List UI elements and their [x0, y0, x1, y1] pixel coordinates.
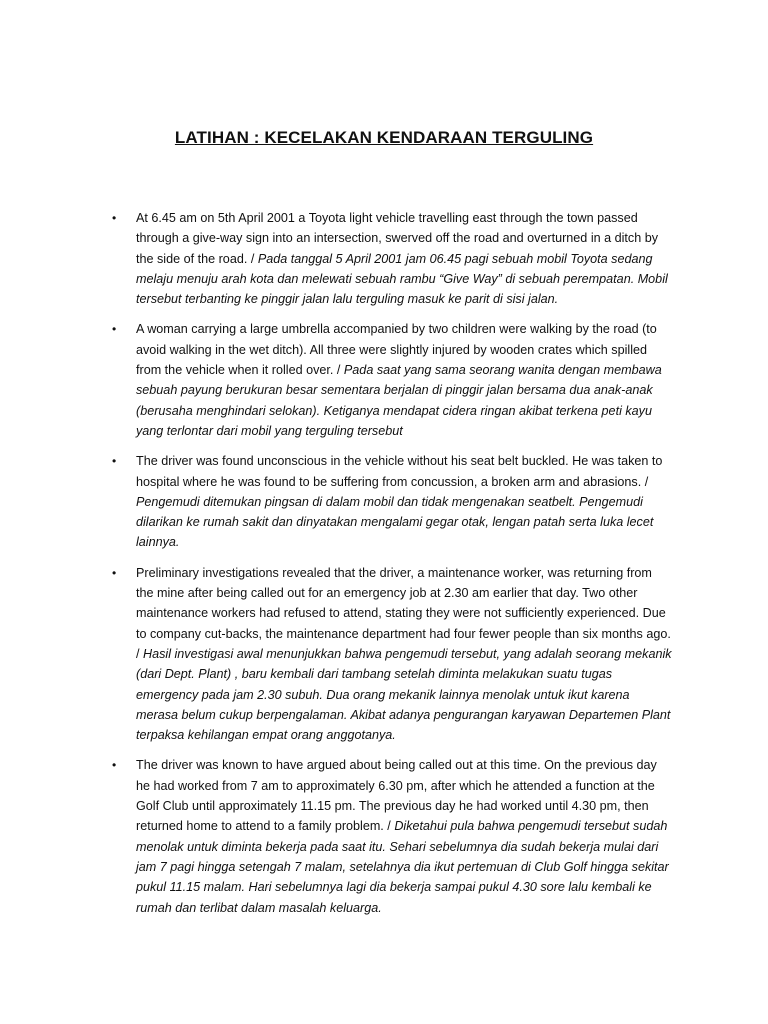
english-text: The driver was known to have argued about being called out at this time. On the previous day he had worked from 7 am to approximately 6.30 pm, after which he attended a function at the Golf Club until approximately 11.15 pm. The previous day he had worked until 4.30 pm, then returned home to attend to a family problem. / [136, 758, 657, 834]
bullet-icon: • [112, 322, 117, 337]
indonesian-text: Diketahui pula bahwa pengemudi tersebut sudah menolak untuk diminta bekerja pada saat itu. Sehari sebelumnya dia sudah bekerja mulai dari jam 7 pagi hingga setengah 7 malam, setelahnya dia ikut pertemuan di Club Golf hingga sekitar pukul 11.15 malam. Hari sebelumnya lagi dia bekerja sampai pukul 4.30 sore lalu kembali ke rumah dan terlibat dalam masalah keluarga. [136, 819, 669, 915]
indonesian-text: Pada saat yang sama seorang wanita dengan membawa sebuah payung berukuran besar sementara berjalan di pinggir jalan bersama dua anak-anak (berusaha menghindari selokan). Ketiganya mendapat cidera ringan akibat terkena peti kayu yang terlontar dari mobil yang terguling tersebut [136, 363, 662, 438]
list-item [112, 319, 672, 441]
indonesian-text: Pada tanggal 5 April 2001 jam 06.45 pagi sebuah mobil Toyota sedang melaju menuju arah kota dan melewati sebuah rambu “Give Way” di sebuah perempatan. Mobil tersebut terbanting ke pinggir jalan lalu terguling masuk ke parit di sisi jalan. [136, 251, 668, 307]
english-text: A woman carrying a large umbrella accompanied by two children were walking by the road (to avoid walking in the wet ditch). All three were slightly injured by wooden crates which spilled from the vehicle when it rolled over. / [136, 322, 657, 378]
paragraph-list [112, 208, 672, 928]
bullet-icon: • [112, 565, 117, 580]
bullet-icon: • [112, 758, 117, 773]
list-item [112, 563, 672, 746]
list-item [112, 451, 672, 552]
english-text: Preliminary investigations revealed that the driver, a maintenance worker, was returning from the mine after being called out for an emergency job at 2.30 am earlier that day. Two other maintenance workers had refused to attend, stating they were not sufficiently experienced. Due to company cut-backs, the maintenance department had four fewer people than six months ago. / [136, 565, 671, 661]
english-text: The driver was found unconscious in the vehicle without his seat belt buckled. He was taken to hospital where he was found to be suffering from concussion, a broken arm and abrasions. / [136, 454, 663, 489]
list-item [112, 208, 672, 309]
bullet-icon: • [112, 211, 117, 225]
indonesian-text: Hasil investigasi awal menunjukkan bahwa pengemudi tersebut, yang adalah seorang mekanik (dari Dept. Plant) , baru kembali dari tambang setelah diminta melakukan suatu tugas emergency pada jam 2.30 subuh. Dua orang mekanik lainnya menolak untuk ikut karena merasa belum cukup berpengalaman. Akibat adanya pengurangan karyawan Departemen Plant terpaksa kehilangan empat orang anggotanya. [136, 646, 672, 743]
indonesian-text: Pengemudi ditemukan pingsan di dalam mobil dan tidak mengenakan seatbelt. Pengemudi dilarikan ke rumah sakit dan dinyatakan mengalami gegar otak, lengan patah serta luka lecet lainnya. [136, 494, 654, 550]
bullet-icon: • [112, 454, 117, 469]
list-item [112, 755, 672, 917]
page-title: LATIHAN : KECELAKAN KENDARAAN TERGULING [174, 128, 594, 147]
english-text: At 6.45 am on 5th April 2001 a Toyota light vehicle travelling east through the town passed through a give-way sign into an intersection, swerved off the road and overturned in a ditch by the side of the road. / [136, 211, 659, 266]
